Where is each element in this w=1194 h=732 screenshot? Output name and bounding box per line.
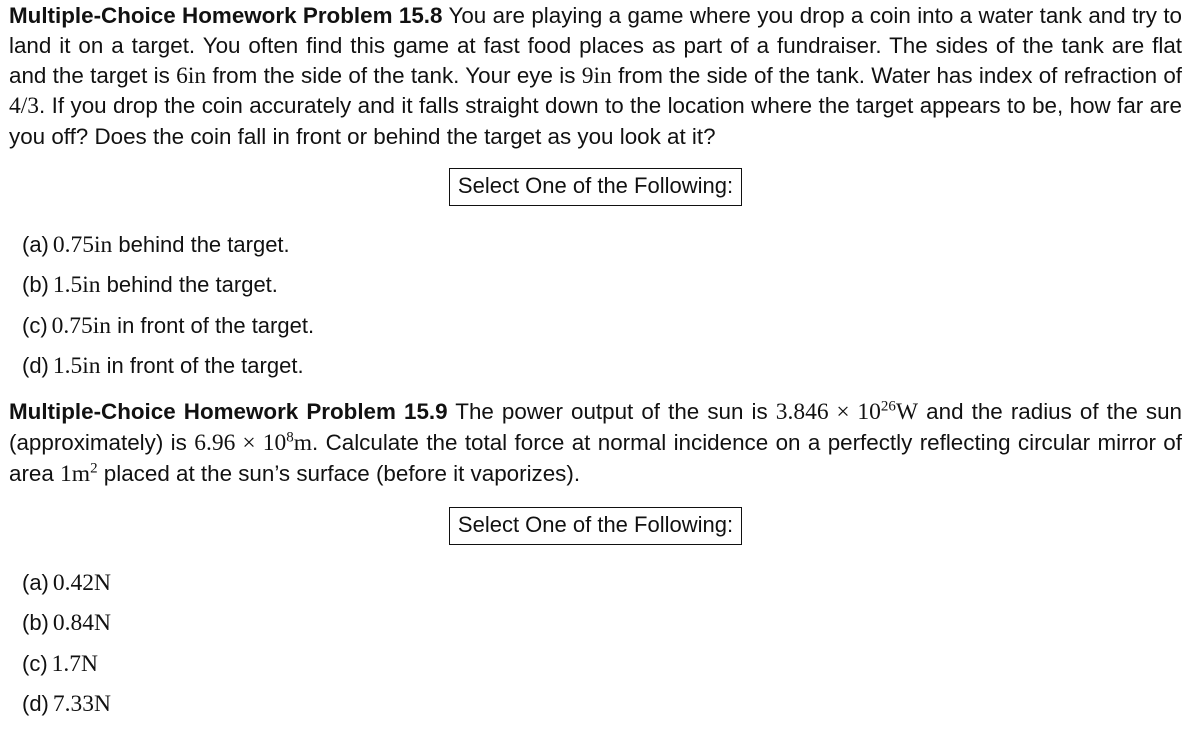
math-value: 6.96 × 10 — [194, 429, 287, 456]
problem-text-part: . If you drop the coin accurately and it falls straight down to the location where the target appears to be, how far are you off? Does the coin fall in front or behind the target as you look at it? — [9, 93, 1182, 150]
problem-15-8-statement — [9, 1, 1182, 152]
problem-text-part: from the side of the tank. Water has index of refraction of — [611, 62, 1183, 88]
option-label: (a) — [22, 232, 49, 257]
select-one-container — [9, 168, 1182, 206]
math-exponent: 2 — [90, 460, 98, 477]
answer-options — [9, 225, 314, 387]
math-exponent: 8 — [286, 429, 294, 446]
problem-heading: Multiple-Choice Homework Problem 15.8 — [9, 3, 443, 28]
answer-option-d[interactable] — [22, 346, 314, 386]
option-value: 0.42N — [52, 570, 111, 596]
option-text: in front of the target. — [100, 353, 304, 379]
answer-option-a[interactable] — [22, 225, 314, 265]
math-value: 9in — [581, 62, 612, 89]
problem-text-part: placed at the sun’s surface (before it vaporizes). — [97, 460, 581, 486]
option-value: 0.84N — [52, 610, 111, 637]
problem-text-part: You are playing a game where you drop a coin into a water tank and try to land it on a target. You often find this game at fast food places as part of a fundraiser. The sides of the tank are flat and the target is — [9, 3, 1182, 88]
answer-option-a[interactable] — [22, 563, 111, 603]
option-text: in front of the target. — [111, 312, 315, 338]
select-one-box[interactable]: Select One of the Following: — [449, 168, 742, 206]
math-unit: W — [895, 399, 919, 425]
answer-options — [9, 563, 111, 725]
problem-text-part: and the radius of the sun (approximately) is — [9, 399, 1182, 455]
select-one-box[interactable]: Select One of the Following: — [449, 507, 742, 545]
option-text: behind the target. — [112, 232, 290, 257]
answer-option-d[interactable] — [22, 684, 111, 724]
select-one-container — [9, 507, 1182, 545]
option-label: (a) — [22, 570, 49, 595]
option-label: (c) — [22, 650, 48, 676]
math-value: 4/3 — [9, 93, 40, 120]
option-text: behind the target. — [100, 272, 278, 298]
option-label: (c) — [22, 312, 48, 338]
math-exponent: 26 — [880, 398, 896, 415]
math-unit: m — [293, 429, 312, 456]
math-value: 3.846 × 10 — [775, 399, 881, 425]
problem-text-part: . Calculate the total force at normal incidence on a perfectly reflecting circular mirror of area — [9, 429, 1182, 486]
option-label: (d) — [22, 353, 49, 379]
problem-heading: Multiple-Choice Homework Problem 15.9 — [9, 399, 448, 424]
answer-option-c[interactable] — [22, 644, 111, 684]
option-label: (b) — [22, 272, 49, 298]
option-label: (b) — [22, 610, 49, 636]
answer-option-c[interactable] — [22, 306, 314, 346]
answer-option-b[interactable] — [22, 603, 111, 643]
problem-text-part: from the side of the tank. Your eye is — [206, 62, 582, 88]
option-value: 0.75in — [52, 232, 113, 258]
option-value: 1.5in — [52, 272, 101, 299]
problem-text-part: The power output of the sun is — [455, 399, 776, 424]
problem-15-9-statement — [9, 397, 1182, 489]
math-value: 1m — [60, 460, 91, 487]
option-value: 0.75in — [51, 312, 112, 339]
option-label: (d) — [22, 691, 49, 717]
option-value: 1.5in — [52, 353, 101, 380]
answer-option-b[interactable] — [22, 265, 314, 305]
option-value: 7.33N — [52, 691, 111, 718]
option-value: 1.7N — [51, 650, 99, 677]
math-value: 6in — [176, 62, 207, 89]
